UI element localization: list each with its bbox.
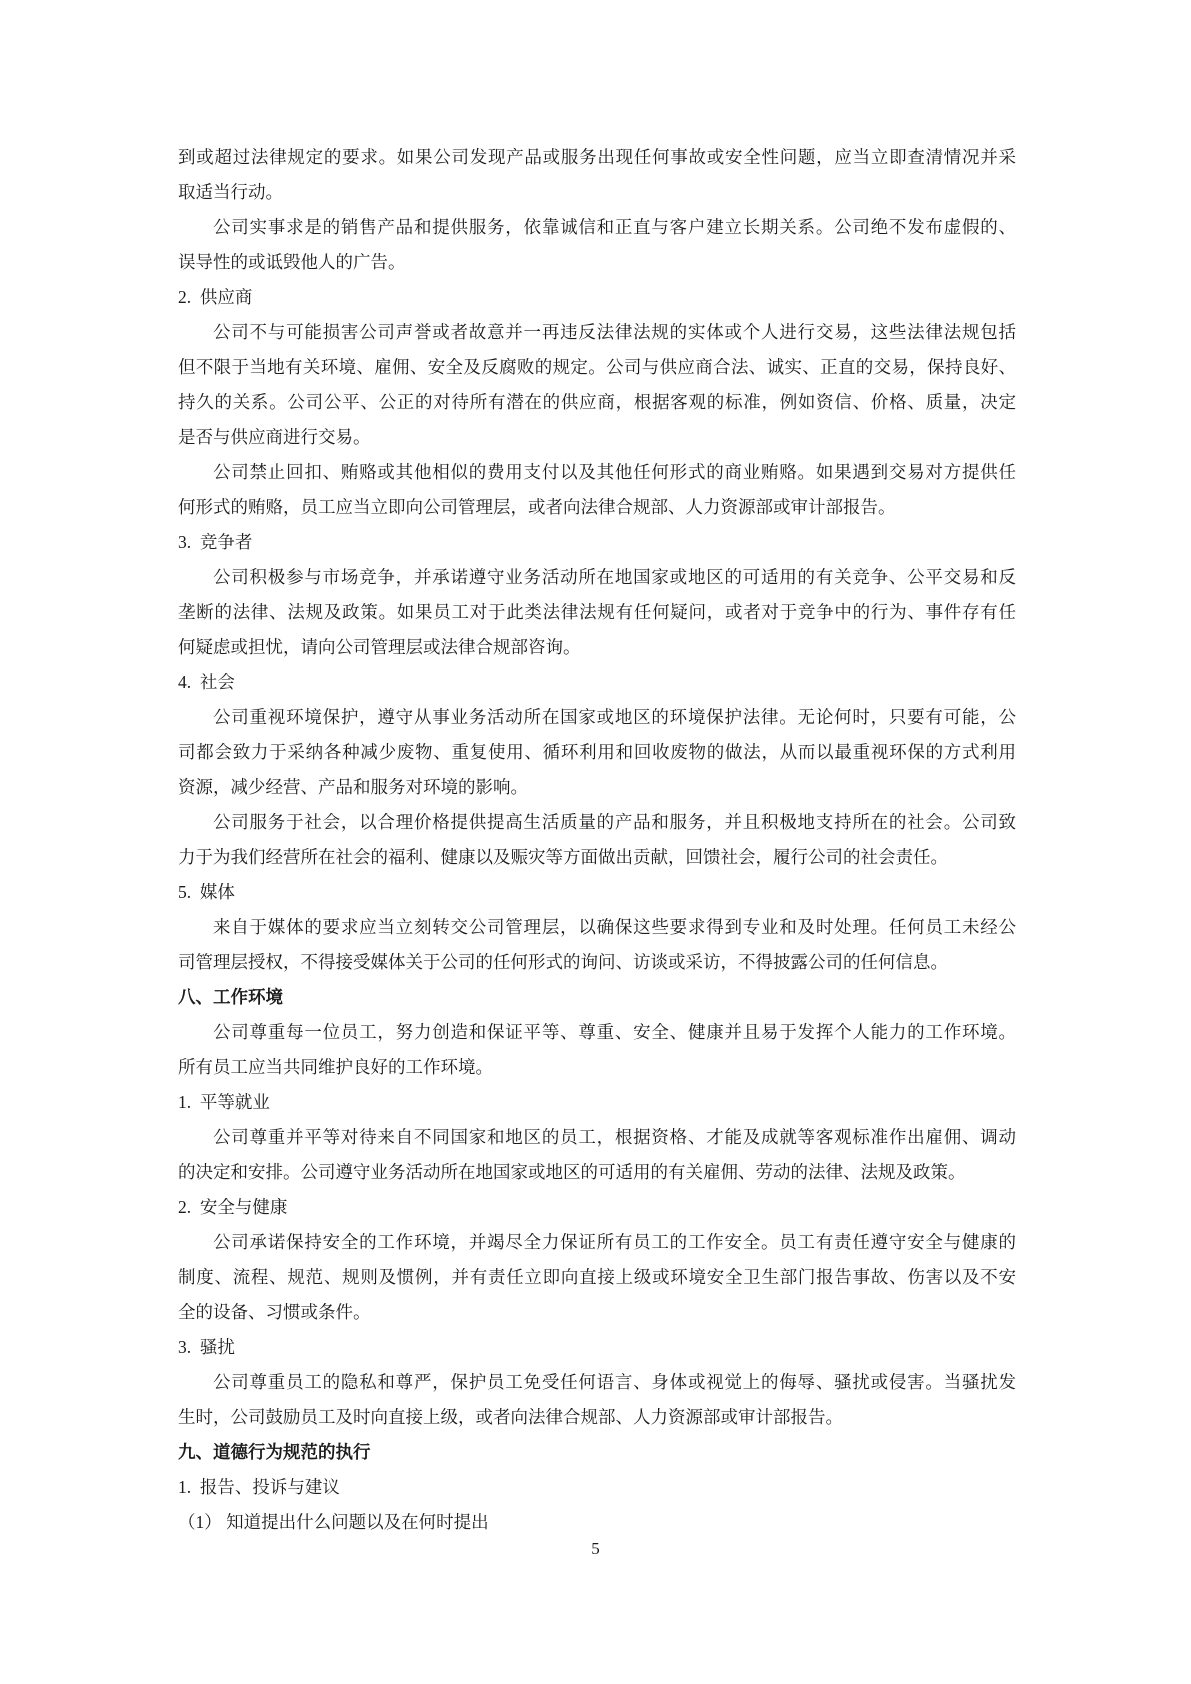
text-line: 制度、流程、规范、规则及惯例，并有责任立即向直接上级或环境安全卫生部门报告事故、伤害以及不安 (178, 1267, 1016, 1287)
list-item-heading: 5. 媒体 (178, 882, 235, 902)
list-item-heading: 2. 安全与健康 (178, 1197, 288, 1217)
list-item-heading: 1. 报告、投诉与建议 (178, 1477, 340, 1497)
text-line: 公司承诺保持安全的工作环境，并竭尽全力保证所有员工的工作安全。员工有责任遵守安全与健康的 (213, 1232, 1016, 1252)
text-line: 全的设备、习惯或条件。 (178, 1302, 371, 1322)
list-item-heading: 4. 社会 (178, 672, 235, 692)
text-line: 公司服务于社会，以合理价格提供提高生活质量的产品和服务，并且积极地支持所在的社会。公司致 (213, 812, 1016, 832)
text-line: 何疑虑或担忧，请向公司管理层或法律合规部咨询。 (178, 637, 581, 657)
text-line: 生时，公司鼓励员工及时向直接上级，或者向法律合规部、人力资源部或审计部报告。 (178, 1407, 843, 1427)
text-line: 司管理层授权，不得接受媒体关于公司的任何形式的询问、访谈或采访，不得披露公司的任何信息。 (178, 952, 948, 972)
text-line: 公司实事求是的销售产品和提供服务，依靠诚信和正直与客户建立长期关系。公司绝不发布虚假的、 (213, 217, 1016, 237)
text-line: 公司尊重每一位员工，努力创造和保证平等、尊重、安全、健康并且易于发挥个人能力的工作环境。 (213, 1022, 1016, 1042)
list-item-heading: 2. 供应商 (178, 287, 253, 307)
text-line: 司都会致力于采纳各种减少废物、重复使用、循环利用和回收废物的做法，从而以最重视环保的方式利用 (178, 742, 1016, 762)
text-line: 公司积极参与市场竞争，并承诺遵守业务活动所在地国家或地区的可适用的有关竞争、公平交易和反 (213, 567, 1016, 587)
text-line: 取适当行动。 (178, 182, 283, 202)
text-line: 资源，减少经营、产品和服务对环境的影响。 (178, 777, 528, 797)
text-line: 但不限于当地有关环境、雇佣、安全及反腐败的规定。公司与供应商合法、诚实、正直的交易，保持良好、 (178, 357, 1016, 377)
section-heading: 八、工作环境 (178, 987, 283, 1007)
sub-item-heading: （1） 知道提出什么问题以及在何时提出 (178, 1512, 489, 1532)
text-line: 公司尊重员工的隐私和尊严，保护员工免受任何语言、身体或视觉上的侮辱、骚扰或侵害。当骚扰发 (213, 1372, 1016, 1392)
text-line: 公司禁止回扣、贿赂或其他相似的费用支付以及其他任何形式的商业贿赂。如果遇到交易对方提供任 (213, 462, 1016, 482)
text-line: 来自于媒体的要求应当立刻转交公司管理层，以确保这些要求得到专业和及时处理。任何员工未经公 (213, 917, 1016, 937)
section-heading: 九、道德行为规范的执行 (178, 1442, 371, 1462)
text-line: 力于为我们经营所在社会的福利、健康以及赈灾等方面做出贡献，回馈社会，履行公司的社会责任。 (178, 847, 948, 867)
text-line: 公司不与可能损害公司声誉或者故意并一再违反法律法规的实体或个人进行交易，这些法律法规包括 (213, 322, 1016, 342)
text-line: 垄断的法律、法规及政策。如果员工对于此类法律法规有任何疑问，或者对于竞争中的行为、事件存有任 (178, 602, 1016, 622)
text-line: 公司重视环境保护，遵守从事业务活动所在国家或地区的环境保护法律。无论何时，只要有可能，公 (213, 707, 1016, 727)
text-line: 到或超过法律规定的要求。如果公司发现产品或服务出现任何事故或安全性问题，应当立即查清情况并采 (178, 147, 1016, 167)
text-line: 公司尊重并平等对待来自不同国家和地区的员工，根据资格、才能及成就等客观标准作出雇佣、调动 (213, 1127, 1016, 1147)
list-item-heading: 3. 骚扰 (178, 1337, 235, 1357)
text-line: 何形式的贿赂，员工应当立即向公司管理层，或者向法律合规部、人力资源部或审计部报告。 (178, 497, 896, 517)
text-line: 所有员工应当共同维护良好的工作环境。 (178, 1057, 493, 1077)
page-number: 5 (591, 1539, 600, 1558)
list-item-heading: 3. 竞争者 (178, 532, 253, 552)
text-line: 持久的关系。公司公平、公正的对待所有潜在的供应商，根据客观的标准，例如资信、价格、质量，决定 (178, 392, 1016, 412)
document-body (178, 140, 1016, 1540)
list-item-heading: 1. 平等就业 (178, 1092, 270, 1112)
text-line: 的决定和安排。公司遵守业务活动所在地国家或地区的可适用的有关雇佣、劳动的法律、法规及政策。 (178, 1162, 966, 1182)
text-line: 是否与供应商进行交易。 (178, 427, 371, 447)
text-line: 误导性的或诋毁他人的广告。 (178, 252, 406, 272)
